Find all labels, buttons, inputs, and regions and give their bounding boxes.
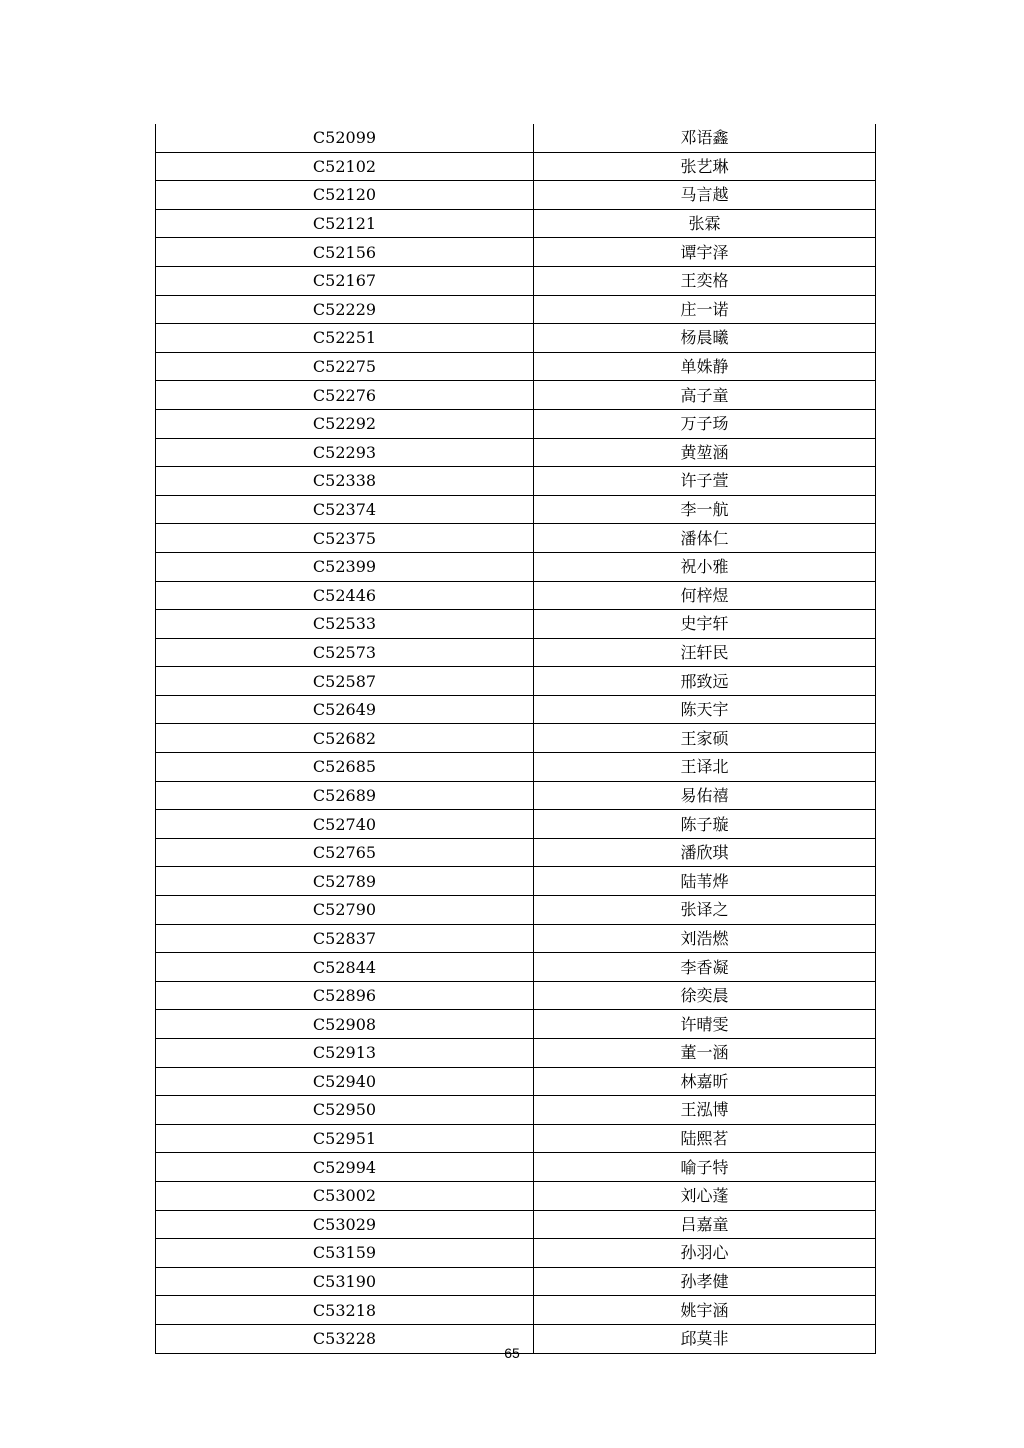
table-row (156, 552, 876, 581)
candidate-id-cell: C52789 (156, 867, 534, 896)
candidate-id-cell: C52375 (156, 524, 534, 553)
candidate-id-cell: C53159 (156, 1239, 534, 1268)
candidate-id-cell: C52399 (156, 552, 534, 581)
candidate-id-cell: C52908 (156, 1010, 534, 1039)
candidate-name-cell: 刘心蓬 (534, 1181, 876, 1210)
table-row (156, 667, 876, 696)
candidate-id-cell: C52649 (156, 695, 534, 724)
candidate-name-cell: 王家硕 (534, 724, 876, 753)
candidate-name-cell: 王奕格 (534, 266, 876, 295)
table-row (156, 610, 876, 639)
table-row (156, 467, 876, 496)
table-row (156, 1039, 876, 1068)
candidate-name-cell: 喻子特 (534, 1153, 876, 1182)
candidate-name-cell: 孙孝健 (534, 1267, 876, 1296)
candidate-name-cell: 张译之 (534, 896, 876, 925)
table-row (156, 1067, 876, 1096)
candidate-id-cell: C52156 (156, 238, 534, 267)
candidate-name-cell: 何梓煜 (534, 581, 876, 610)
candidate-id-cell: C52682 (156, 724, 534, 753)
candidate-name-cell: 庄一诺 (534, 295, 876, 324)
candidate-id-cell: C52740 (156, 810, 534, 839)
candidate-name-cell: 谭宇泽 (534, 238, 876, 267)
candidate-name-cell: 王译北 (534, 753, 876, 782)
candidate-id-cell: C52229 (156, 295, 534, 324)
candidate-name-cell: 许子萱 (534, 467, 876, 496)
candidate-name-cell: 高子童 (534, 381, 876, 410)
table-row (156, 867, 876, 896)
candidate-name-cell: 潘欣琪 (534, 838, 876, 867)
candidate-id-cell: C52844 (156, 953, 534, 982)
candidate-id-cell: C52099 (156, 124, 534, 152)
candidate-name-cell: 陈天宇 (534, 695, 876, 724)
candidate-id-cell: C52685 (156, 753, 534, 782)
table-row (156, 581, 876, 610)
table-row (156, 1010, 876, 1039)
candidate-name-cell: 邱莫非 (534, 1324, 876, 1353)
page-number: 65 (504, 1345, 520, 1361)
table-row (156, 438, 876, 467)
candidate-name-cell: 万子玚 (534, 409, 876, 438)
roster-body (156, 124, 876, 1353)
table-row (156, 953, 876, 982)
table-row (156, 152, 876, 181)
candidate-id-cell: C52167 (156, 266, 534, 295)
table-row (156, 838, 876, 867)
candidate-id-cell: C53029 (156, 1210, 534, 1239)
candidate-id-cell: C52374 (156, 495, 534, 524)
candidate-id-cell: C53002 (156, 1181, 534, 1210)
candidate-id-cell: C52913 (156, 1039, 534, 1068)
table-row (156, 896, 876, 925)
table-row (156, 324, 876, 353)
candidate-id-cell: C52251 (156, 324, 534, 353)
candidate-name-cell: 张霖 (534, 209, 876, 238)
candidate-name-cell: 邢致远 (534, 667, 876, 696)
table-row (156, 810, 876, 839)
table-row (156, 295, 876, 324)
table-row (156, 981, 876, 1010)
table-row (156, 238, 876, 267)
candidate-id-cell: C52276 (156, 381, 534, 410)
candidate-name-cell: 祝小雅 (534, 552, 876, 581)
candidate-id-cell: C53218 (156, 1296, 534, 1325)
table-row (156, 409, 876, 438)
candidate-name-cell: 董一涵 (534, 1039, 876, 1068)
table-row (156, 124, 876, 152)
candidate-id-cell: C52940 (156, 1067, 534, 1096)
candidate-id-cell: C52292 (156, 409, 534, 438)
candidate-name-cell: 林嘉昕 (534, 1067, 876, 1096)
candidate-id-cell: C52533 (156, 610, 534, 639)
candidate-name-cell: 刘浩燃 (534, 924, 876, 953)
table-row (156, 724, 876, 753)
table-row (156, 1239, 876, 1268)
table-row (156, 1210, 876, 1239)
table-row (156, 352, 876, 381)
candidate-id-cell: C52338 (156, 467, 534, 496)
candidate-name-cell: 单姝静 (534, 352, 876, 381)
candidate-name-cell: 吕嘉童 (534, 1210, 876, 1239)
candidate-id-cell: C52573 (156, 638, 534, 667)
candidate-id-cell: C52896 (156, 981, 534, 1010)
candidate-name-cell: 黄堃涵 (534, 438, 876, 467)
candidate-id-cell: C52689 (156, 781, 534, 810)
roster-table (155, 124, 876, 1354)
candidate-name-cell: 张艺琳 (534, 152, 876, 181)
candidate-name-cell: 潘体仁 (534, 524, 876, 553)
table-row (156, 638, 876, 667)
table-row (156, 781, 876, 810)
table-row (156, 495, 876, 524)
candidate-name-cell: 史宇轩 (534, 610, 876, 639)
candidate-name-cell: 邓语鑫 (534, 124, 876, 152)
table-row (156, 1096, 876, 1125)
candidate-id-cell: C52293 (156, 438, 534, 467)
candidate-name-cell: 孙羽心 (534, 1239, 876, 1268)
table-row (156, 524, 876, 553)
candidate-name-cell: 姚宇涵 (534, 1296, 876, 1325)
table-row (156, 1267, 876, 1296)
table-row (156, 924, 876, 953)
table-row (156, 181, 876, 210)
candidate-name-cell: 李一航 (534, 495, 876, 524)
candidate-id-cell: C52121 (156, 209, 534, 238)
candidate-id-cell: C52765 (156, 838, 534, 867)
table-row (156, 753, 876, 782)
candidate-name-cell: 陆熙茗 (534, 1124, 876, 1153)
candidate-name-cell: 徐奕晨 (534, 981, 876, 1010)
candidate-id-cell: C52994 (156, 1153, 534, 1182)
candidate-id-cell: C52951 (156, 1124, 534, 1153)
table-row (156, 1296, 876, 1325)
candidate-id-cell: C52837 (156, 924, 534, 953)
table-row (156, 1124, 876, 1153)
candidate-name-cell: 杨晨曦 (534, 324, 876, 353)
candidate-id-cell: C52275 (156, 352, 534, 381)
table-row (156, 209, 876, 238)
candidate-name-cell: 许晴雯 (534, 1010, 876, 1039)
candidate-name-cell: 李香凝 (534, 953, 876, 982)
candidate-id-cell: C53190 (156, 1267, 534, 1296)
candidate-name-cell: 王泓博 (534, 1096, 876, 1125)
candidate-name-cell: 陆苇烨 (534, 867, 876, 896)
candidate-name-cell: 汪轩民 (534, 638, 876, 667)
candidate-id-cell: C53228 (156, 1324, 534, 1353)
table-row (156, 1153, 876, 1182)
table-row (156, 695, 876, 724)
candidate-id-cell: C52102 (156, 152, 534, 181)
candidate-id-cell: C52446 (156, 581, 534, 610)
candidate-name-cell: 陈子璇 (534, 810, 876, 839)
candidate-name-cell: 易佑禧 (534, 781, 876, 810)
table-row (156, 381, 876, 410)
table-row (156, 1181, 876, 1210)
candidate-id-cell: C52587 (156, 667, 534, 696)
candidate-id-cell: C52790 (156, 896, 534, 925)
candidate-id-cell: C52950 (156, 1096, 534, 1125)
candidate-name-cell: 马言越 (534, 181, 876, 210)
candidate-id-cell: C52120 (156, 181, 534, 210)
table-row (156, 266, 876, 295)
